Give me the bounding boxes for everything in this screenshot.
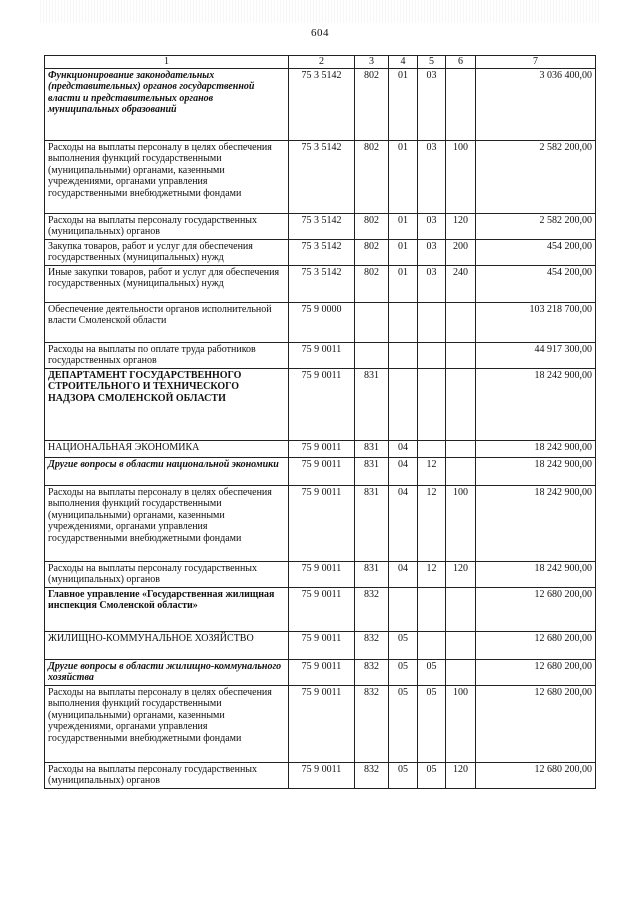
amount: 18 242 900,00	[476, 368, 596, 440]
expense-type-code: 120	[446, 213, 476, 239]
department-code	[355, 302, 389, 342]
table-row	[45, 239, 596, 265]
subsection-code: 05	[418, 685, 446, 762]
table-row	[45, 68, 596, 140]
classification-code: 75 9 0011	[289, 659, 355, 685]
amount: 12 680 200,00	[476, 587, 596, 631]
table-row	[45, 457, 596, 485]
expense-type-code: 120	[446, 762, 476, 788]
row-name: Расходы на выплаты персоналу государственных (муниципальных) органов	[45, 213, 289, 239]
row-name: Расходы на выплаты персоналу государственных (муниципальных) органов	[45, 762, 289, 788]
amount: 454 200,00	[476, 265, 596, 302]
section-code: 05	[389, 631, 418, 659]
department-code: 832	[355, 631, 389, 659]
expense-type-code	[446, 587, 476, 631]
table-row	[45, 587, 596, 631]
classification-code: 75 3 5142	[289, 213, 355, 239]
expense-type-code	[446, 659, 476, 685]
header-col-4: 4	[389, 56, 418, 69]
classification-code: 75 9 0011	[289, 762, 355, 788]
page-number: 604	[311, 27, 329, 39]
expense-type-code: 120	[446, 561, 476, 587]
expense-type-code: 100	[446, 140, 476, 213]
subsection-code: 12	[418, 485, 446, 561]
department-code: 832	[355, 762, 389, 788]
amount: 12 680 200,00	[476, 659, 596, 685]
expense-type-code: 100	[446, 685, 476, 762]
row-name: Расходы на выплаты по оплате труда работников государственных органов	[45, 342, 289, 368]
department-code: 832	[355, 685, 389, 762]
table-row	[45, 342, 596, 368]
section-code: 04	[389, 457, 418, 485]
classification-code: 75 9 0011	[289, 368, 355, 440]
expense-type-code: 200	[446, 239, 476, 265]
section-code: 01	[389, 265, 418, 302]
amount: 44 917 300,00	[476, 342, 596, 368]
section-code	[389, 587, 418, 631]
department-code: 802	[355, 140, 389, 213]
expense-type-code: 100	[446, 485, 476, 561]
subsection-code: 12	[418, 457, 446, 485]
row-name: Расходы на выплаты персоналу в целях обеспечения выполнения функций государственными (муниципальными) органами, казенными учреждениями, органами управления государственными внебюджетными фондами	[45, 140, 289, 213]
table-row	[45, 485, 596, 561]
classification-code: 75 9 0000	[289, 302, 355, 342]
budget-table	[44, 55, 596, 789]
row-name: Расходы на выплаты персоналу в целях обеспечения выполнения функций государственными (муниципальными) органами, казенными учреждениями, органами управления государственными внебюджетными фондами	[45, 485, 289, 561]
expense-type-code	[446, 440, 476, 457]
subsection-code	[418, 302, 446, 342]
section-code	[389, 342, 418, 368]
department-code: 831	[355, 457, 389, 485]
department-code: 831	[355, 440, 389, 457]
subsection-code: 03	[418, 68, 446, 140]
section-code: 04	[389, 440, 418, 457]
department-code: 832	[355, 659, 389, 685]
subsection-code	[418, 342, 446, 368]
classification-code: 75 3 5142	[289, 68, 355, 140]
expense-type-code: 240	[446, 265, 476, 302]
table-row	[45, 213, 596, 239]
expense-type-code	[446, 342, 476, 368]
amount: 18 242 900,00	[476, 485, 596, 561]
classification-code: 75 9 0011	[289, 685, 355, 762]
expense-type-code	[446, 631, 476, 659]
table-row	[45, 265, 596, 302]
classification-code: 75 3 5142	[289, 239, 355, 265]
row-name: Расходы на выплаты персоналу в целях обеспечения выполнения функций государственными (муниципальными) органами, казенными учреждениями, органами управления государственными внебюджетными фондами	[45, 685, 289, 762]
subsection-code: 05	[418, 659, 446, 685]
row-name: Закупка товаров, работ и услуг для обеспечения государственных (муниципальных) нужд	[45, 239, 289, 265]
section-code: 01	[389, 140, 418, 213]
table-row	[45, 659, 596, 685]
section-code: 01	[389, 213, 418, 239]
table-row	[45, 440, 596, 457]
subsection-code	[418, 587, 446, 631]
amount: 18 242 900,00	[476, 561, 596, 587]
section-code: 04	[389, 561, 418, 587]
table-row	[45, 302, 596, 342]
section-code: 04	[389, 485, 418, 561]
classification-code: 75 3 5142	[289, 140, 355, 213]
amount: 454 200,00	[476, 239, 596, 265]
expense-type-code	[446, 368, 476, 440]
subsection-code: 05	[418, 762, 446, 788]
section-code	[389, 368, 418, 440]
subsection-code: 03	[418, 265, 446, 302]
header-col-5: 5	[418, 56, 446, 69]
department-code	[355, 342, 389, 368]
table-row	[45, 762, 596, 788]
table-row	[45, 561, 596, 587]
header-row	[45, 56, 596, 69]
row-name: Другие вопросы в области национальной экономики	[45, 457, 289, 485]
header-col-3: 3	[355, 56, 389, 69]
table-row	[45, 368, 596, 440]
row-name: Другие вопросы в области жилищно-коммунального хозяйства	[45, 659, 289, 685]
header-col-7: 7	[476, 56, 596, 69]
subsection-code: 03	[418, 239, 446, 265]
amount: 103 218 700,00	[476, 302, 596, 342]
department-code: 802	[355, 68, 389, 140]
row-name: ДЕПАРТАМЕНТ ГОСУДАРСТВЕННОГО СТРОИТЕЛЬНОГО И ТЕХНИЧЕСКОГО НАДЗОРА СМОЛЕНСКОЙ ОБЛАСТИ	[45, 368, 289, 440]
subsection-code	[418, 368, 446, 440]
table-row	[45, 140, 596, 213]
department-code: 831	[355, 561, 389, 587]
amount: 12 680 200,00	[476, 762, 596, 788]
amount: 12 680 200,00	[476, 631, 596, 659]
department-code: 802	[355, 213, 389, 239]
header-col-2: 2	[289, 56, 355, 69]
department-code: 831	[355, 368, 389, 440]
amount: 12 680 200,00	[476, 685, 596, 762]
amount: 18 242 900,00	[476, 440, 596, 457]
section-code	[389, 302, 418, 342]
classification-code: 75 9 0011	[289, 561, 355, 587]
row-name: Главное управление «Государственная жилищная инспекция Смоленской области»	[45, 587, 289, 631]
table-row	[45, 631, 596, 659]
row-name: Иные закупки товаров, работ и услуг для обеспечения государственных (муниципальных) нужд	[45, 265, 289, 302]
row-name: НАЦИОНАЛЬНАЯ ЭКОНОМИКА	[45, 440, 289, 457]
section-code: 05	[389, 685, 418, 762]
classification-code: 75 3 5142	[289, 265, 355, 302]
subsection-code	[418, 631, 446, 659]
department-code: 802	[355, 265, 389, 302]
subsection-code: 12	[418, 561, 446, 587]
classification-code: 75 9 0011	[289, 457, 355, 485]
amount: 2 582 200,00	[476, 213, 596, 239]
section-code: 05	[389, 659, 418, 685]
section-code: 01	[389, 68, 418, 140]
subsection-code: 03	[418, 140, 446, 213]
row-name: ЖИЛИЩНО-КОММУНАЛЬНОЕ ХОЗЯЙСТВО	[45, 631, 289, 659]
classification-code: 75 9 0011	[289, 587, 355, 631]
expense-type-code	[446, 302, 476, 342]
section-code: 05	[389, 762, 418, 788]
expense-type-code	[446, 457, 476, 485]
department-code: 802	[355, 239, 389, 265]
table-row	[45, 685, 596, 762]
scan-artifact	[40, 0, 600, 22]
subsection-code	[418, 440, 446, 457]
subsection-code: 03	[418, 213, 446, 239]
row-name: Функционирование законодательных (представительных) органов государственной власти и представительных органов муниципальных образований	[45, 68, 289, 140]
classification-code: 75 9 0011	[289, 631, 355, 659]
row-name: Обеспечение деятельности органов исполнительной власти Смоленской области	[45, 302, 289, 342]
classification-code: 75 9 0011	[289, 440, 355, 457]
expense-type-code	[446, 68, 476, 140]
amount: 2 582 200,00	[476, 140, 596, 213]
department-code: 832	[355, 587, 389, 631]
row-name: Расходы на выплаты персоналу государственных (муниципальных) органов	[45, 561, 289, 587]
amount: 18 242 900,00	[476, 457, 596, 485]
section-code: 01	[389, 239, 418, 265]
header-col-1: 1	[45, 56, 289, 69]
header-col-6: 6	[446, 56, 476, 69]
classification-code: 75 9 0011	[289, 342, 355, 368]
amount: 3 036 400,00	[476, 68, 596, 140]
classification-code: 75 9 0011	[289, 485, 355, 561]
department-code: 831	[355, 485, 389, 561]
